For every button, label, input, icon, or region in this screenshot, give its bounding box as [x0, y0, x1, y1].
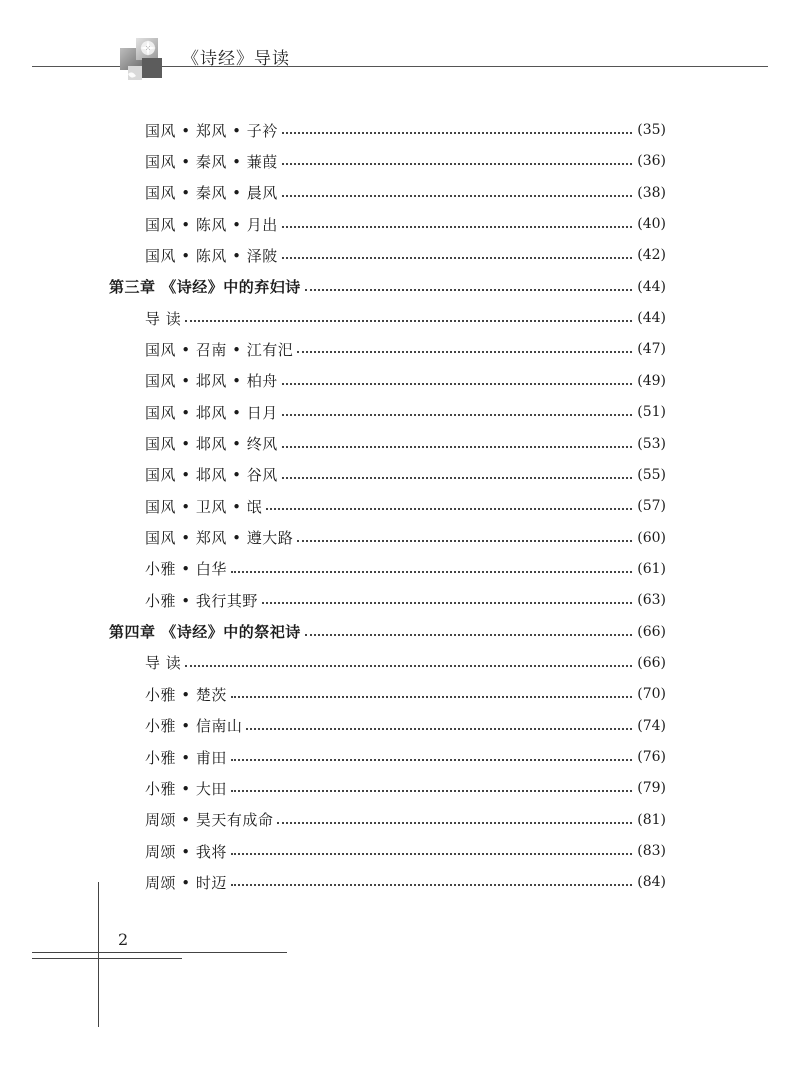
page-number: 2: [118, 930, 129, 949]
toc-page-number: (40): [637, 216, 666, 233]
toc-dot-leader: [305, 289, 632, 291]
toc-dot-leader: [231, 790, 632, 792]
toc-entry-row: [145, 460, 666, 490]
toc-entry-row: [145, 679, 666, 709]
toc-entry-title: 周颂 • 时迈: [145, 873, 227, 892]
toc-dot-leader: [185, 320, 632, 322]
toc-entry-title: 国风 • 郑风 • 遵大路: [145, 529, 294, 548]
toc-entry-row: [145, 805, 666, 835]
toc-entry-row: [145, 585, 666, 615]
toc-dot-leader: [231, 853, 632, 855]
toc-entry-row: [145, 146, 666, 176]
toc-entry-row: [145, 491, 666, 521]
toc-entry-title: 国风 • 召南 • 江有汜: [145, 340, 294, 359]
toc-entry-title: 小雅 • 信南山: [145, 717, 243, 736]
toc-dot-leader: [266, 508, 632, 510]
toc-entry-row: [145, 711, 666, 741]
toc-dot-leader: [297, 351, 632, 353]
toc-entry-title: 小雅 • 白华: [145, 560, 227, 579]
toc-page-number: (66): [637, 654, 666, 671]
footer-horizontal-rule: [32, 952, 287, 953]
toc-entry-row: [145, 366, 666, 396]
toc-page-number: (79): [637, 780, 666, 797]
toc-entry-row: [145, 836, 666, 866]
toc-entry-row: [145, 209, 666, 239]
toc-entry-row: [145, 334, 666, 364]
toc-entry-row: [145, 115, 666, 145]
toc-entry-title: 小雅 • 我行其野: [145, 591, 258, 610]
footer-horizontal-rule-short: [32, 958, 182, 959]
toc-entry-title: 国风 • 邶风 • 日月: [145, 403, 278, 422]
toc-chapter-row: [109, 272, 666, 302]
toc-dot-leader: [282, 477, 632, 479]
toc-entry-title: 国风 • 陈风 • 月出: [145, 215, 278, 234]
toc-page-number: (70): [637, 686, 666, 703]
toc-page-number: (36): [637, 153, 666, 170]
toc-entry-title: 周颂 • 昊天有成命: [145, 811, 274, 830]
toc-page-number: (42): [637, 247, 666, 264]
toc-entry-row: [145, 178, 666, 208]
toc-page-number: (47): [637, 341, 666, 358]
toc-dot-leader: [231, 759, 632, 761]
flower-block-logo-icon: [118, 34, 174, 86]
toc-page-number: (83): [637, 843, 666, 860]
toc-entry-row: [145, 397, 666, 427]
toc-entry-row: [145, 523, 666, 553]
toc-dot-leader: [297, 540, 632, 542]
toc-page-number: (74): [637, 717, 666, 734]
toc-page-number: (55): [637, 466, 666, 483]
toc-dot-leader: [282, 446, 632, 448]
toc-entry-title: 国风 • 邶风 • 柏舟: [145, 372, 278, 391]
toc-dot-leader: [231, 884, 632, 886]
toc-chapter-title: 第四章 《诗经》中的祭祀诗: [109, 623, 301, 642]
toc-dot-leader: [282, 383, 632, 385]
toc-entry-row: [145, 773, 666, 803]
toc-page-number: (76): [637, 749, 666, 765]
toc-entry-title: 小雅 • 甫田: [145, 748, 227, 767]
toc-page-number: (60): [637, 529, 666, 546]
toc-dot-leader: [231, 571, 632, 573]
toc-entry-title: 国风 • 卫风 • 氓: [145, 497, 263, 516]
toc-entry-row: [145, 742, 666, 772]
toc-page-number: (66): [637, 623, 666, 640]
toc-entry-title: 小雅 • 大田: [145, 779, 227, 798]
toc-dot-leader: [282, 226, 632, 228]
toc-entry-title: 国风 • 秦风 • 晨风: [145, 184, 278, 203]
running-header-title: 《诗经》导读: [182, 49, 290, 69]
toc-entry-row: [145, 648, 666, 678]
toc-page-number: (53): [637, 435, 666, 452]
toc-entry-title: 小雅 • 楚茨: [145, 685, 227, 704]
toc-entry-row: [145, 240, 666, 270]
toc-page-number: (63): [637, 592, 666, 609]
toc-dot-leader: [231, 696, 632, 698]
toc-entry-title: 国风 • 秦风 • 蒹葭: [145, 152, 278, 171]
toc-chapter-title: 第三章 《诗经》中的弃妇诗: [109, 278, 301, 297]
toc-page-number: (44): [637, 278, 666, 295]
toc-dot-leader: [282, 195, 632, 197]
toc-dot-leader: [185, 665, 632, 667]
toc-page-number: (38): [637, 184, 666, 201]
toc-entry-title: 国风 • 邶风 • 谷风: [145, 466, 278, 485]
toc-page-number: (61): [637, 560, 666, 577]
toc-page-number: (81): [637, 811, 666, 828]
toc-entry-row: [145, 429, 666, 459]
toc-chapter-row: [109, 617, 666, 647]
toc-page-number: (44): [637, 310, 666, 327]
toc-entry-row: [145, 867, 666, 897]
toc-dot-leader: [262, 602, 632, 604]
toc-page-number: (35): [637, 122, 666, 138]
toc-entry-title: 国风 • 陈风 • 泽陂: [145, 246, 278, 265]
toc-page-number: (84): [637, 874, 666, 891]
toc-dot-leader: [282, 163, 632, 165]
toc-entry-row: [145, 303, 666, 333]
toc-entry-title: 导 读: [145, 309, 182, 328]
toc-dot-leader: [282, 132, 632, 134]
toc-page-number: (49): [637, 372, 666, 389]
toc-dot-leader: [282, 257, 632, 259]
toc-dot-leader: [277, 822, 632, 824]
toc-entry-row: [145, 554, 666, 584]
toc-page-number: (51): [637, 404, 666, 421]
toc-entry-title: 导 读: [145, 654, 182, 673]
toc-entry-title: 周颂 • 我将: [145, 842, 227, 861]
toc-dot-leader: [305, 634, 632, 636]
toc-dot-leader: [246, 728, 632, 730]
toc-page-number: (57): [637, 498, 666, 515]
footer-vertical-rule: [98, 882, 99, 1027]
toc-entry-title: 国风 • 郑风 • 子衿: [145, 121, 278, 140]
toc-dot-leader: [282, 414, 632, 416]
toc-entry-title: 国风 • 邶风 • 终风: [145, 435, 278, 453]
